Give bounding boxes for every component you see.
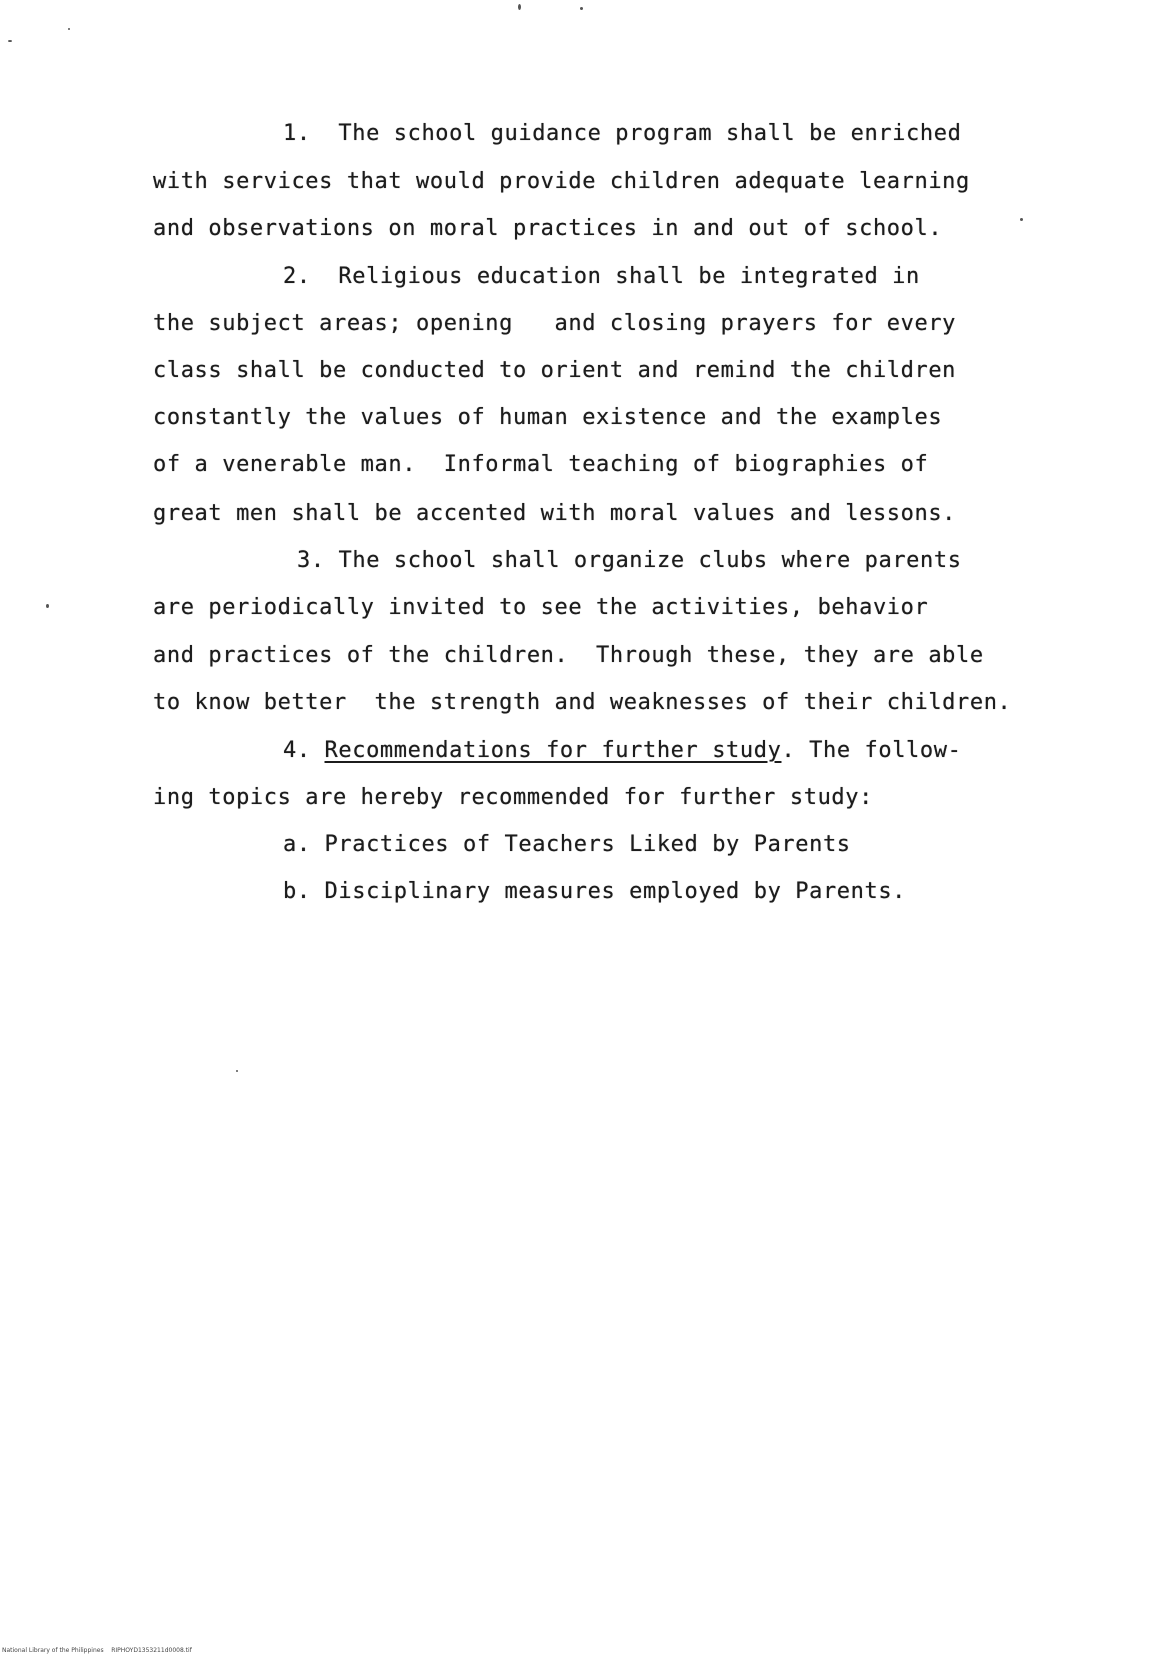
text-line-8: of a venerable man. Informal teaching of biographies of (153, 452, 929, 477)
text-line-4: 2. Religious education shall be integrated in (283, 264, 920, 289)
text-line-14: ing topics are hereby recommended for further study: (153, 785, 873, 810)
item-4-number: 4. (283, 738, 325, 763)
text-line-2: with services that would provide children adequate learning (153, 169, 970, 194)
text-line-1: 1. The school guidance program shall be enriched (283, 121, 962, 146)
text-line-12: and practices of the children. Through these, they are able (153, 643, 984, 668)
topic-b: b. Disciplinary measures employed by Parents. (283, 879, 907, 904)
scan-speck (68, 28, 70, 30)
text-line-10: 3. The school shall organize clubs where parents (297, 548, 962, 573)
text-line-3: and observations on moral practices in and out of school. (153, 216, 943, 241)
scan-speck (8, 40, 12, 42)
scan-speck (1020, 218, 1023, 221)
footer-library: National Library of the Philippines (2, 1647, 104, 1654)
text-line-9: great men shall be accented with moral values and lessons. (153, 501, 957, 526)
topic-a: a. Practices of Teachers Liked by Parents (283, 832, 851, 857)
item-4-line (283, 737, 961, 765)
scan-footer (2, 1647, 192, 1654)
item-4-heading: Recommendations for further study (324, 738, 782, 763)
scan-speck (518, 4, 521, 10)
scan-speck (46, 604, 49, 608)
footer-file: RIPHOYD1353211d0008.tif (111, 1647, 192, 1654)
scan-speck (580, 7, 583, 10)
text-line-7: constantly the values of human existence and the examples (153, 405, 943, 430)
text-line-6: class shall be conducted to orient and remind the children (153, 358, 957, 383)
scan-speck (236, 1070, 238, 1072)
item-4-rest: . The follow- (781, 738, 962, 763)
text-line-13: to know better the strength and weaknesses of their children. (153, 690, 1012, 715)
text-line-11: are periodically invited to see the activities, behavior (153, 595, 929, 620)
text-line-5: the subject areas; opening and closing prayers for every (153, 311, 957, 336)
